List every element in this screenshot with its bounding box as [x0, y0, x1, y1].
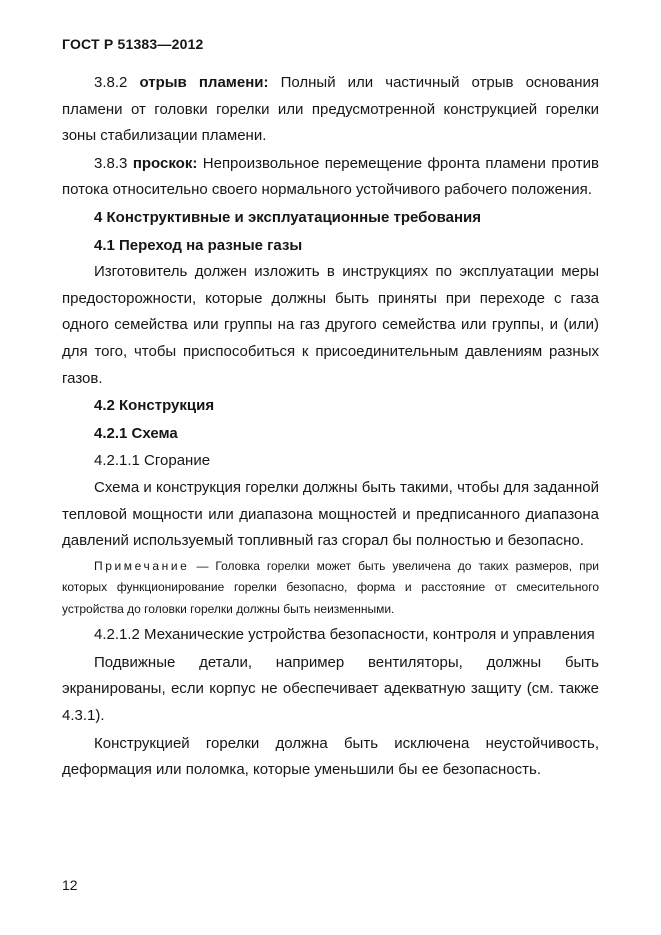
definition-text: Непроизвольное перемещение фронта пламени против потока относительно своего нормального устойчивого рабочего положения.	[62, 154, 600, 199]
paragraph-4-2-1-2-a: Подвижные детали, например вентиляторы, должны быть экранированы, если корпус не обеспечивает адекватную защиту (см. также 4.3.1).	[62, 653, 599, 724]
subsection-4-2-1-2: 4.2.1.2 Механические устройства безопасности, контроля и управления	[94, 626, 595, 644]
document-header: ГОСТ Р 51383—2012	[62, 36, 204, 52]
clause-number: 3.8.3	[94, 154, 133, 172]
page-number: 12	[62, 877, 78, 893]
paragraph-3-8-3	[62, 151, 599, 204]
paragraph-3-8-2	[62, 70, 599, 150]
note-text: — Головка горелки может быть увеличена до таких размеров, при которых функционирование горелки безопасно, форма и расстояние от смесительного устройства до головки горелки должны быть неизменными.	[62, 558, 599, 616]
note-paragraph	[62, 556, 599, 621]
section-heading-4: 4 Конструктивные и эксплуатационные требования	[94, 208, 481, 226]
definition-text: Полный или частичный отрыв основания пламени от головки горелки или предусмотренной конструкцией горелки зоны стабилизации пламени.	[62, 74, 599, 145]
clause-number: 3.8.2	[94, 74, 140, 91]
section-heading-4-1: 4.1 Переход на разные газы	[94, 236, 303, 254]
paragraph-4-1: Изготовитель должен изложить в инструкциях по эксплуатации меры предосторожности, которые должны быть приняты при переходе с газа одного семейства или группы на газ другого семейства или группы, и (или) для того, чтобы приспособиться к присоединительным давлениям разных газов.	[62, 263, 599, 387]
term-flame-lift: отрыв пламени:	[139, 74, 269, 91]
section-heading-4-2-1: 4.2.1 Схема	[94, 424, 178, 442]
document-body	[62, 70, 599, 784]
section-heading-4-2: 4.2 Конструкция	[94, 397, 215, 415]
note-label: Примечание	[94, 558, 190, 573]
term-flashback: проскок:	[132, 154, 198, 172]
subsection-4-2-1-1: 4.2.1.1 Сгорание	[94, 452, 211, 470]
paragraph-4-2-1-1: Схема и конструкция горелки должны быть такими, чтобы для заданной тепловой мощности или диапазона мощностей и предписанного диапазона давлений используемый топливный газ сгорал бы полностью и безопасно.	[62, 478, 599, 550]
paragraph-4-2-1-2-b: Конструкцией горелки должна быть исключена неустойчивость, деформация или поломка, которые уменьшили бы ее безопасность.	[62, 734, 599, 779]
